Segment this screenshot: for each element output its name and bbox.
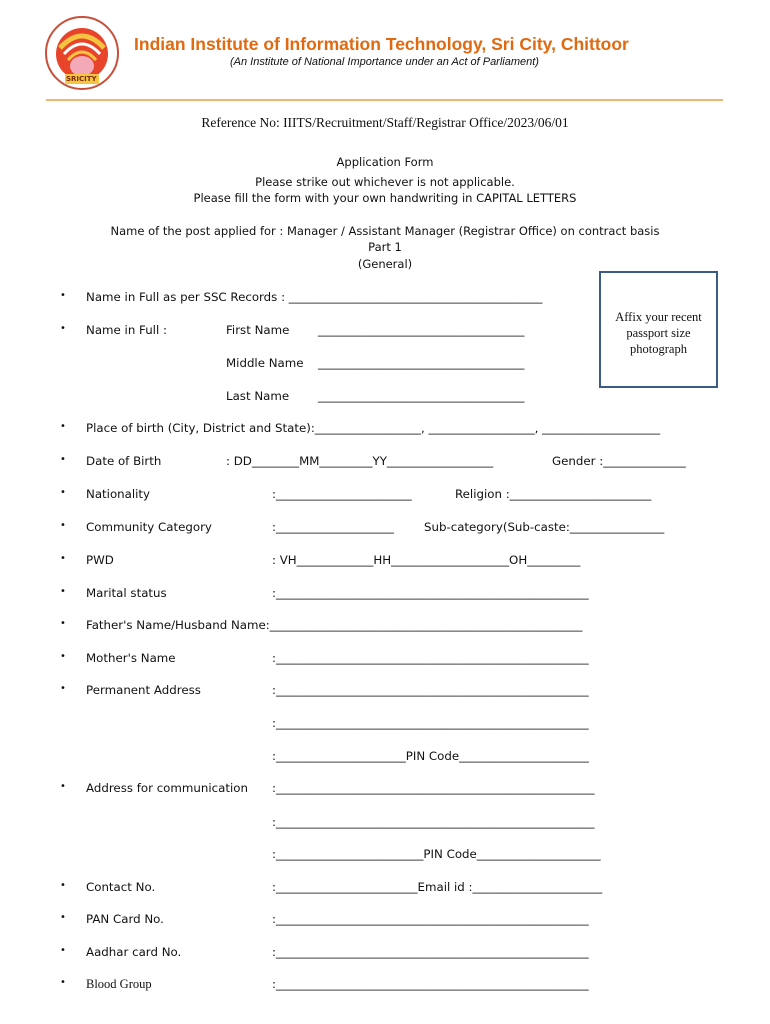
post-applied: Name of the post applied for : Manager / Assistant Manager (Registrar Office) on contract basis <box>110 224 660 238</box>
pwd-label: PWD <box>86 553 114 567</box>
communication-address-label: Address for communication <box>86 781 248 795</box>
institute-logo <box>40 14 124 92</box>
nationality-field[interactable]: :_______________________ <box>272 487 412 501</box>
mother-name-field[interactable]: :_____________________________________________________ <box>272 651 589 665</box>
community-label: Community Category <box>86 520 212 534</box>
photo-text-line1: Affix your recent <box>615 310 702 324</box>
institute-name-rest: ndian Institute of Information Technology, Sri City, Chittoor <box>138 34 629 54</box>
institute-name <box>134 34 629 55</box>
bullet: • <box>60 323 66 334</box>
photo-text-line3: photograph <box>630 342 687 356</box>
name-full-label: Name in Full : <box>86 323 167 337</box>
aadhar-label: Aadhar card No. <box>86 945 182 959</box>
middle-name-field[interactable]: ___________________________________ <box>318 356 525 370</box>
father-name-field[interactable]: Father's Name/Husband Name:_____________________________________________________ <box>86 618 583 632</box>
ssc-name-field[interactable]: Name in Full as per SSC Records : ___________________________________________ <box>86 290 543 304</box>
bullet: • <box>60 912 66 923</box>
reference-number: Reference No: IIITS/Recruitment/Staff/Registrar Office/2023/06/01 <box>201 115 569 130</box>
bullet: • <box>60 683 66 694</box>
bullet: • <box>60 651 66 662</box>
bullet: • <box>60 290 66 301</box>
middle-name-label: Middle Name <box>226 356 304 370</box>
bullet: • <box>60 781 66 792</box>
bullet: • <box>60 880 66 891</box>
marital-label: Marital status <box>86 586 167 600</box>
first-name-field[interactable]: ___________________________________ <box>318 323 525 337</box>
form-title: Application Form <box>336 155 434 169</box>
permanent-address-label: Permanent Address <box>86 683 201 697</box>
institute-subtitle: (An Institute of National Importance under an Act of Parliament) <box>230 56 539 68</box>
bullet: • <box>60 977 66 988</box>
subcategory-field[interactable]: Sub-category(Sub-caste:________________ <box>424 520 665 534</box>
form-note-strike: Please strike out whichever is not applicable. <box>255 175 515 189</box>
dob-label: Date of Birth <box>86 454 162 468</box>
blood-group-label: Blood Group <box>86 977 152 991</box>
pan-label: PAN Card No. <box>86 912 164 926</box>
permanent-address-pin[interactable]: :______________________PIN Code______________________ <box>272 749 589 763</box>
mother-name-label: Mother's Name <box>86 651 176 665</box>
permanent-address-line2[interactable]: :_____________________________________________________ <box>272 716 589 730</box>
bullet: • <box>60 945 66 956</box>
dob-field[interactable]: : DD________MM_________YY__________________ <box>226 454 494 468</box>
communication-address-line2[interactable]: :______________________________________________________ <box>272 815 595 829</box>
communication-address-line1[interactable]: :______________________________________________________ <box>272 781 595 795</box>
bullet: • <box>60 421 66 432</box>
communication-address-pin[interactable]: :_________________________PIN Code_____________________ <box>272 847 601 861</box>
header-divider <box>46 99 723 101</box>
nationality-label: Nationality <box>86 487 151 501</box>
gender-field[interactable]: Gender :______________ <box>552 454 686 468</box>
aadhar-field[interactable]: :_____________________________________________________ <box>272 945 589 959</box>
bullet: • <box>60 454 66 465</box>
general-label: (General) <box>357 257 413 271</box>
marital-field[interactable]: :_____________________________________________________ <box>272 586 589 600</box>
bullet: • <box>60 487 66 498</box>
last-name-field[interactable]: ___________________________________ <box>318 389 525 403</box>
pwd-field[interactable]: : VH_____________HH____________________OH_________ <box>272 553 581 567</box>
form-note-capital: Please fill the form with your own handwriting in CAPITAL LETTERS <box>193 191 577 205</box>
place-of-birth-field[interactable]: Place of birth (City, District and State):__________________, __________________, ____________________ <box>86 421 661 435</box>
religion-field[interactable]: Religion :________________________ <box>455 487 652 501</box>
logo-text: SRICITY <box>66 75 97 83</box>
pan-field[interactable]: :_____________________________________________________ <box>272 912 589 926</box>
first-name-label: First Name <box>226 323 290 337</box>
blood-group-field[interactable]: :_____________________________________________________ <box>272 977 589 991</box>
bullet: • <box>60 520 66 531</box>
community-field[interactable]: :____________________ <box>272 520 394 534</box>
bullet: • <box>60 586 66 597</box>
permanent-address-line1[interactable]: :_____________________________________________________ <box>272 683 589 697</box>
contact-label: Contact No. <box>86 880 156 894</box>
photo-box <box>599 271 718 388</box>
bullet: • <box>60 553 66 564</box>
photo-text-line2: passport size <box>626 326 691 340</box>
bullet: • <box>60 618 66 629</box>
last-name-label: Last Name <box>226 389 290 403</box>
part-label: Part 1 <box>368 240 402 254</box>
institute-name-initial: I <box>134 34 139 54</box>
contact-email-field[interactable]: :________________________Email id :______________________ <box>272 880 603 894</box>
